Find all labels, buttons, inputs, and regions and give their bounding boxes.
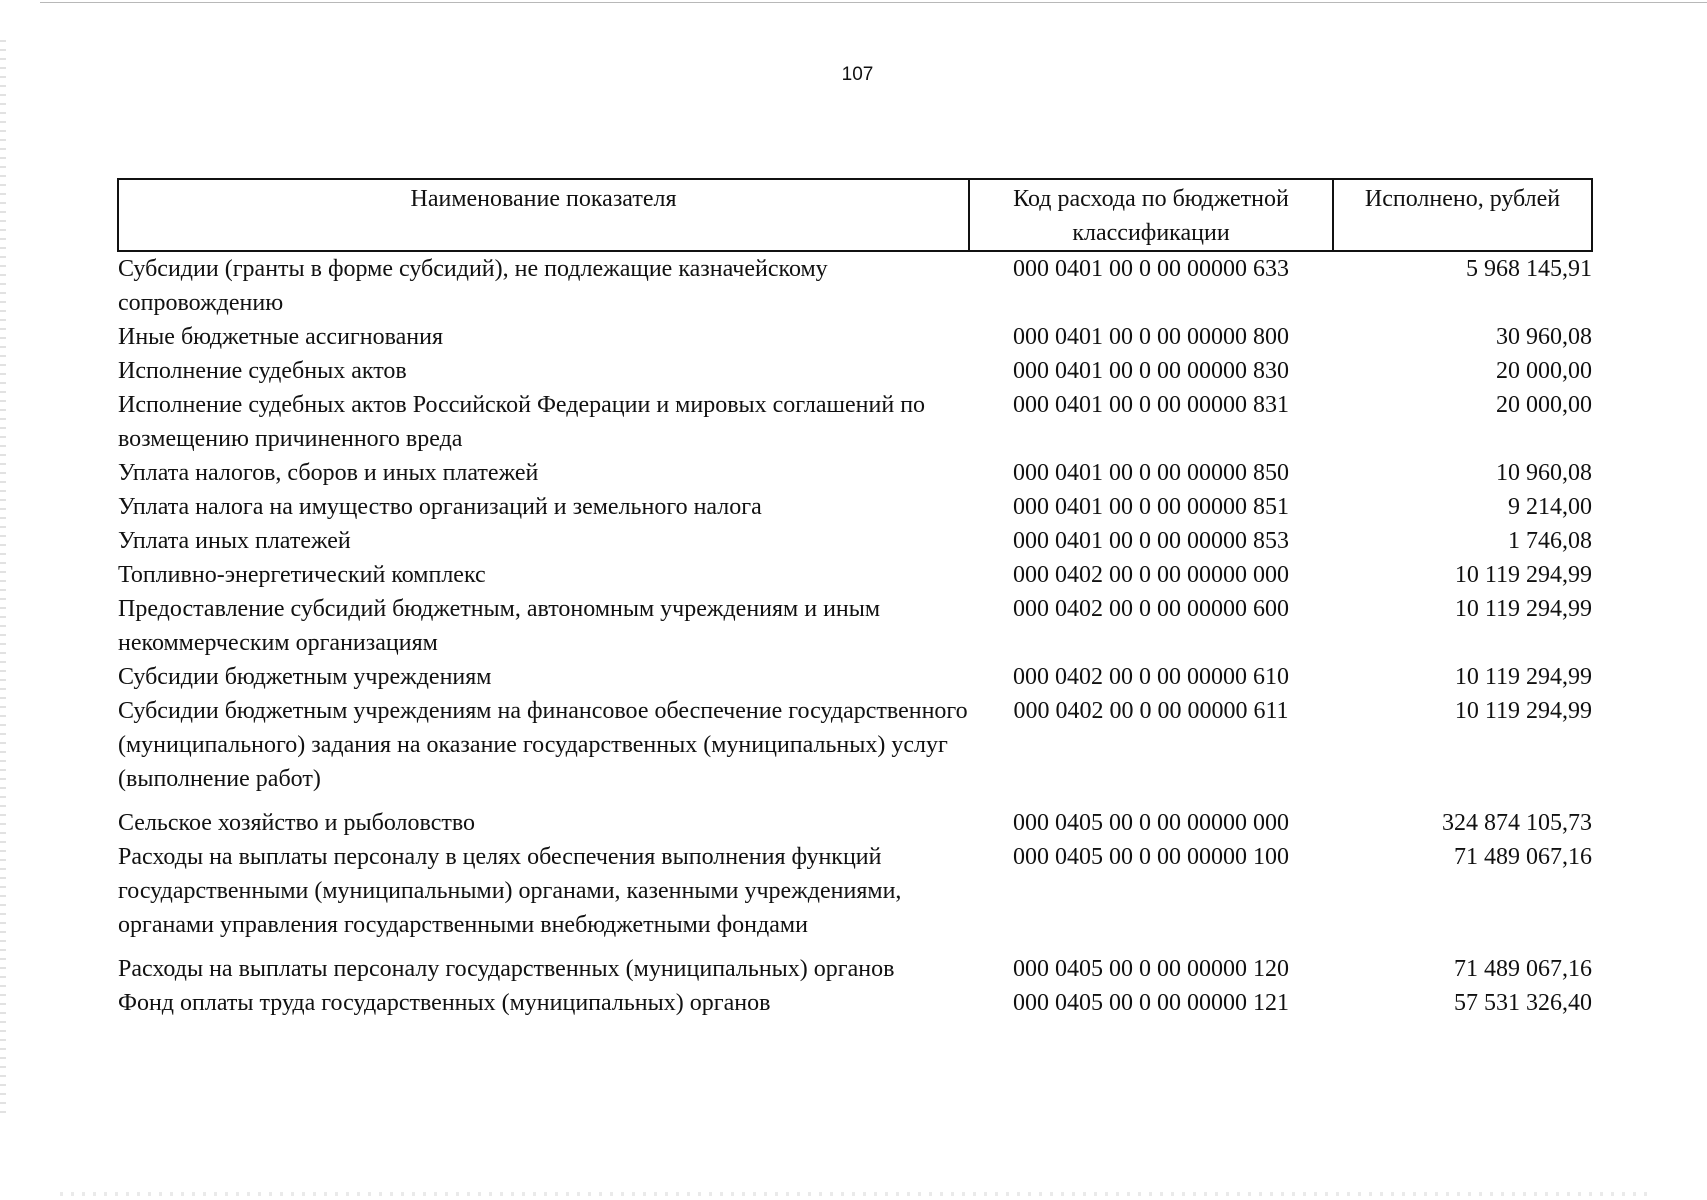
- table-row: [118, 388, 1592, 456]
- row-name: Расходы на выплаты персоналу в целях обеспечения выполнения функций государственными (муниципальными) органами, казенными учреждениями, органами управления государственными внебюджетными фондами: [118, 844, 902, 938]
- row-amount: 5 968 145,91: [1466, 256, 1592, 282]
- row-code: 000 0401 00 0 00 00000 830: [1013, 358, 1289, 384]
- page-number: 107: [841, 64, 874, 85]
- row-amount: 20 000,00: [1496, 392, 1592, 418]
- header-executed-amount: Исполнено, рублей: [1333, 179, 1592, 251]
- row-name: Сельское хозяйство и рыболовство: [118, 810, 476, 836]
- table-header: [118, 179, 1592, 251]
- row-amount: 10 119 294,99: [1454, 596, 1592, 622]
- row-code: 000 0401 00 0 00 00000 853: [1013, 528, 1289, 554]
- row-amount: 10 119 294,99: [1454, 562, 1592, 588]
- header-budget-code: Код расхода по бюджетной классификации: [969, 179, 1333, 251]
- row-code: 000 0401 00 0 00 00000 850: [1013, 460, 1289, 486]
- table-row: [118, 456, 1592, 490]
- row-name: Топливно-энергетический комплекс: [118, 562, 486, 588]
- row-amount: 71 489 067,16: [1454, 844, 1592, 870]
- row-name: Уплата налогов, сборов и иных платежей: [118, 460, 539, 486]
- table-row: [118, 942, 1592, 986]
- row-name: Субсидии (гранты в форме субсидий), не подлежащие казначейскому сопровождению: [118, 256, 828, 316]
- table-row: [118, 354, 1592, 388]
- row-amount: 20 000,00: [1496, 358, 1592, 384]
- row-name: Субсидии бюджетным учреждениям на финансовое обеспечение государственного (муниципального) задания на оказание государственных (муниципальных) услуг (выполнение работ): [118, 698, 968, 792]
- row-amount: 10 119 294,99: [1454, 664, 1592, 690]
- table-row: [118, 251, 1592, 320]
- table-row: [118, 694, 1592, 796]
- table-row: [118, 840, 1592, 942]
- row-code: 000 0402 00 0 00 00000 610: [1013, 664, 1289, 690]
- row-name: Уплата налога на имущество организаций и земельного налога: [118, 494, 762, 520]
- row-amount: 10 960,08: [1496, 460, 1592, 486]
- row-name: Предоставление субсидий бюджетным, автономным учреждениям и иным некоммерческим организациям: [118, 596, 881, 656]
- table-row: [118, 558, 1592, 592]
- row-amount: 10 119 294,99: [1454, 698, 1592, 724]
- scan-bottom-edge-noise: [60, 1192, 1647, 1196]
- row-name: Иные бюджетные ассигнования: [118, 324, 443, 350]
- table-row: [118, 320, 1592, 354]
- row-amount: 9 214,00: [1508, 494, 1592, 520]
- row-name: Фонд оплаты труда государственных (муниципальных) органов: [118, 990, 771, 1016]
- row-code: 000 0402 00 0 00 00000 000: [1013, 562, 1289, 588]
- table-body: [118, 251, 1592, 1020]
- row-code: 000 0405 00 0 00 00000 121: [1013, 990, 1289, 1016]
- row-name: Расходы на выплаты персоналу государственных (муниципальных) органов: [118, 956, 895, 982]
- row-code: 000 0401 00 0 00 00000 851: [1013, 494, 1289, 520]
- row-code: 000 0405 00 0 00 00000 000: [1013, 810, 1289, 836]
- row-code: 000 0402 00 0 00 00000 611: [1013, 698, 1289, 724]
- row-amount: 1 746,08: [1508, 528, 1592, 554]
- row-code: 000 0401 00 0 00 00000 633: [1013, 256, 1289, 282]
- table-header-row: [118, 179, 1592, 251]
- row-name: Субсидии бюджетным учреждениям: [118, 664, 492, 690]
- row-amount: 30 960,08: [1496, 324, 1592, 350]
- header-indicator-name: Наименование показателя: [118, 179, 969, 251]
- row-amount: 324 874 105,73: [1442, 810, 1592, 836]
- row-code: 000 0402 00 0 00 00000 600: [1013, 596, 1289, 622]
- table-row: [118, 592, 1592, 660]
- row-code: 000 0405 00 0 00 00000 120: [1013, 956, 1289, 982]
- row-code: 000 0405 00 0 00 00000 100: [1013, 844, 1289, 870]
- scan-top-edge: [40, 2, 1707, 3]
- row-name: Исполнение судебных актов: [118, 358, 407, 384]
- table-row: [118, 660, 1592, 694]
- row-amount: 71 489 067,16: [1454, 956, 1592, 982]
- table-row: [118, 986, 1592, 1020]
- row-name: Уплата иных платежей: [118, 528, 351, 554]
- table-row: [118, 796, 1592, 840]
- scan-left-edge-noise: [0, 40, 6, 1120]
- row-code: 000 0401 00 0 00 00000 831: [1013, 392, 1289, 418]
- table-row: [118, 490, 1592, 524]
- table-row: [118, 524, 1592, 558]
- budget-execution-table: [117, 178, 1593, 1020]
- row-code: 000 0401 00 0 00 00000 800: [1013, 324, 1289, 350]
- row-name: Исполнение судебных актов Российской Федерации и мировых соглашений по возмещению причиненного вреда: [118, 392, 926, 452]
- row-amount: 57 531 326,40: [1454, 990, 1592, 1016]
